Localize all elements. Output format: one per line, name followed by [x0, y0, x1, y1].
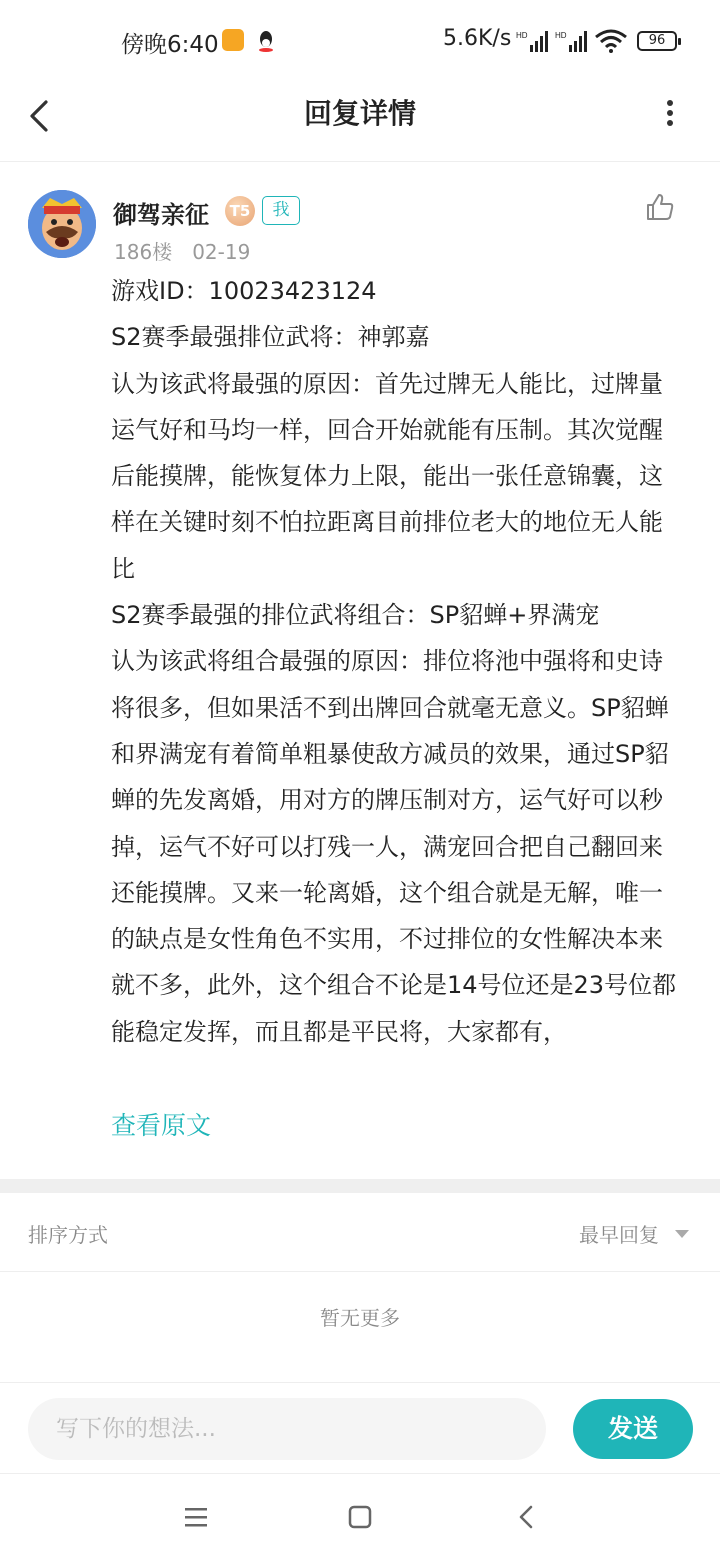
send-button[interactable]: 发送: [573, 1399, 693, 1459]
home-icon[interactable]: [347, 1504, 373, 1530]
app-notification-icon: [222, 29, 244, 51]
menu-icon[interactable]: [183, 1504, 209, 1530]
username[interactable]: 御驾亲征: [113, 201, 209, 229]
sort-dropdown[interactable]: 最早回复: [579, 1223, 659, 1247]
post-paragraph: 游戏ID：10023423124: [111, 277, 377, 305]
post-meta: [114, 236, 250, 265]
caret-down-icon[interactable]: [675, 1230, 689, 1238]
view-original-link[interactable]: 查看原文: [111, 1111, 212, 1140]
no-more-text: 暂无更多: [320, 1306, 400, 1330]
signal-icon: [516, 30, 550, 52]
post-paragraph: S2赛季最强的排位武将组合：SP貂蝉+界满宠: [111, 601, 600, 630]
wifi-icon: [594, 29, 628, 53]
post-content: [111, 268, 686, 1055]
svg-text:HD: HD: [555, 31, 567, 40]
battery-icon: 96: [637, 31, 677, 51]
sort-label: 排序方式: [28, 1223, 108, 1247]
floor-number: 186楼: [114, 240, 173, 264]
avatar-image: [28, 190, 96, 258]
divider: [0, 1271, 720, 1272]
app-header: [0, 84, 720, 162]
system-nav-bar: [0, 1474, 720, 1560]
network-speed: 5.6K/s: [443, 26, 512, 51]
section-divider: [0, 1179, 720, 1193]
level-badge: T5: [225, 196, 255, 226]
post-paragraph: 认为该武将组合最强的原因：排位将池中强将和史诗将很多，但如果活不到出牌回合就毫无意义。SP貂蝉和界满宠有着简单粗暴使敌方减员的效果，通过SP貂蝉的先发离婚，用对方的牌压制对方，运气好可以秒掉，运气不好可以打残一人，满宠回合把自己翻回来还能摸牌。又来一轮离婚，这个组合就是无解，唯一的缺点是女性角色不实用，不过排位的女性解决本来就不多，此外，这个组合不论是14号位还是23号位都能稳定发挥，而且都是平民将，大家都有，: [111, 647, 677, 1046]
post-date: 02-19: [192, 240, 251, 264]
status-time: 傍晚6:40: [121, 32, 219, 58]
status-bar: [0, 0, 720, 84]
more-options-icon[interactable]: [660, 98, 680, 128]
thumbs-up-icon[interactable]: [645, 192, 675, 222]
post-paragraph: 认为该武将最强的原因：首先过牌无人能比，过牌量运气好和马均一样，回合开始就能有压制。其次觉醒后能摸牌，能恢复体力上限，能出一张任意锦囊，这样在关键时刻不怕拉距离目前排位老大的地位无人能比: [111, 369, 663, 583]
avatar[interactable]: [28, 190, 96, 258]
back-icon[interactable]: [514, 1504, 540, 1530]
signal-icon-2: [555, 30, 589, 52]
reply-input[interactable]: 写下你的想法...: [28, 1398, 546, 1460]
svg-text:HD: HD: [516, 31, 528, 40]
me-badge: 我: [262, 196, 300, 225]
reply-composer: [0, 1382, 720, 1474]
post-paragraph: S2赛季最强排位武将：神郭嘉: [111, 323, 430, 352]
qq-notification-icon: [257, 29, 275, 53]
page-title: 回复详情: [303, 97, 416, 130]
